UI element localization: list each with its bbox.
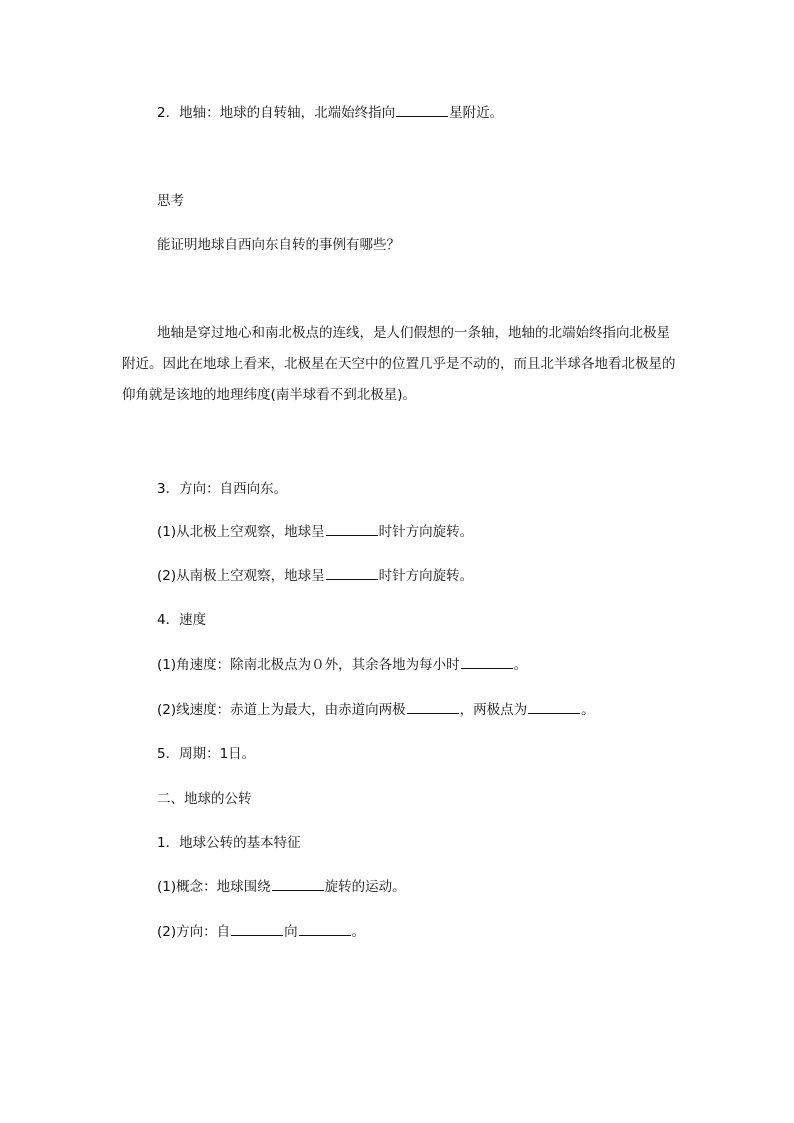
axis-definition-prefix: 2．地轴：地球的自转轴，北端始终指向 [157, 105, 396, 121]
think-question: 能证明地球自西向东自转的事例有哪些？ [157, 237, 400, 253]
direction-north-suffix: 时针方向旋转。 [378, 524, 474, 540]
direction-north-prefix: (1)从北极上空观察，地球呈 [157, 524, 325, 540]
speed-linear-blank-1[interactable] [407, 701, 459, 714]
revolution-concept-blank[interactable] [272, 878, 324, 891]
revolution-concept-line [157, 877, 406, 897]
speed-linear-suffix: 。 [581, 702, 595, 718]
direction-south-line [157, 566, 473, 586]
revolution-direction-mid: 向 [284, 924, 298, 940]
axis-definition-suffix: 星附近。 [449, 105, 504, 121]
revolution-direction-prefix: (2)方向：自 [157, 924, 231, 940]
revolution-subheading: 1．地球公转的基本特征 [157, 835, 301, 851]
revolution-direction-blank-1[interactable] [231, 923, 283, 936]
speed-angular-suffix: 。 [513, 657, 528, 673]
think-answer: 地轴是穿过地心和南北极点的连线，是人们假想的一条轴，地轴的北端始终指向北极星附近。因此在地球上看来，北极星在天空中的位置几乎是不动的，而且北半球各地看北极星的仰角就是该地的地理纬度(南半球看不到北极星)。 [122, 325, 676, 403]
speed-linear-mid: ，两极点为 [459, 702, 528, 718]
direction-north-blank[interactable] [326, 523, 378, 536]
think-title: 思考 [157, 193, 184, 209]
revolution-direction-suffix: 。 [351, 924, 366, 940]
direction-south-prefix: (2)从南极上空观察，地球呈 [157, 568, 325, 584]
direction-south-blank[interactable] [326, 567, 378, 580]
speed-angular-blank[interactable] [461, 656, 513, 669]
revolution-direction-blank-2[interactable] [299, 923, 351, 936]
speed-linear-prefix: (2)线速度：赤道上为最大，由赤道向两极 [157, 702, 406, 718]
speed-linear-line [157, 700, 595, 720]
period-line: 5．周期：1日。 [157, 746, 256, 762]
revolution-direction-line [157, 922, 365, 942]
axis-definition-line [157, 103, 503, 123]
speed-angular-line [157, 655, 527, 675]
direction-heading: 3．方向：自西向东。 [157, 481, 288, 497]
direction-north-line [157, 522, 473, 542]
speed-heading: 4．速度 [157, 612, 207, 628]
direction-south-suffix: 时针方向旋转。 [378, 568, 474, 584]
axis-star-blank[interactable] [396, 104, 448, 117]
revolution-heading: 二、地球的公转 [157, 791, 252, 807]
speed-linear-blank-2[interactable] [528, 701, 580, 714]
revolution-concept-suffix: 旋转的运动。 [324, 879, 406, 895]
speed-angular-prefix: (1)角速度：除南北极点为０外，其余各地为每小时 [157, 657, 460, 673]
revolution-concept-prefix: (1)概念：地球围绕 [157, 879, 271, 895]
